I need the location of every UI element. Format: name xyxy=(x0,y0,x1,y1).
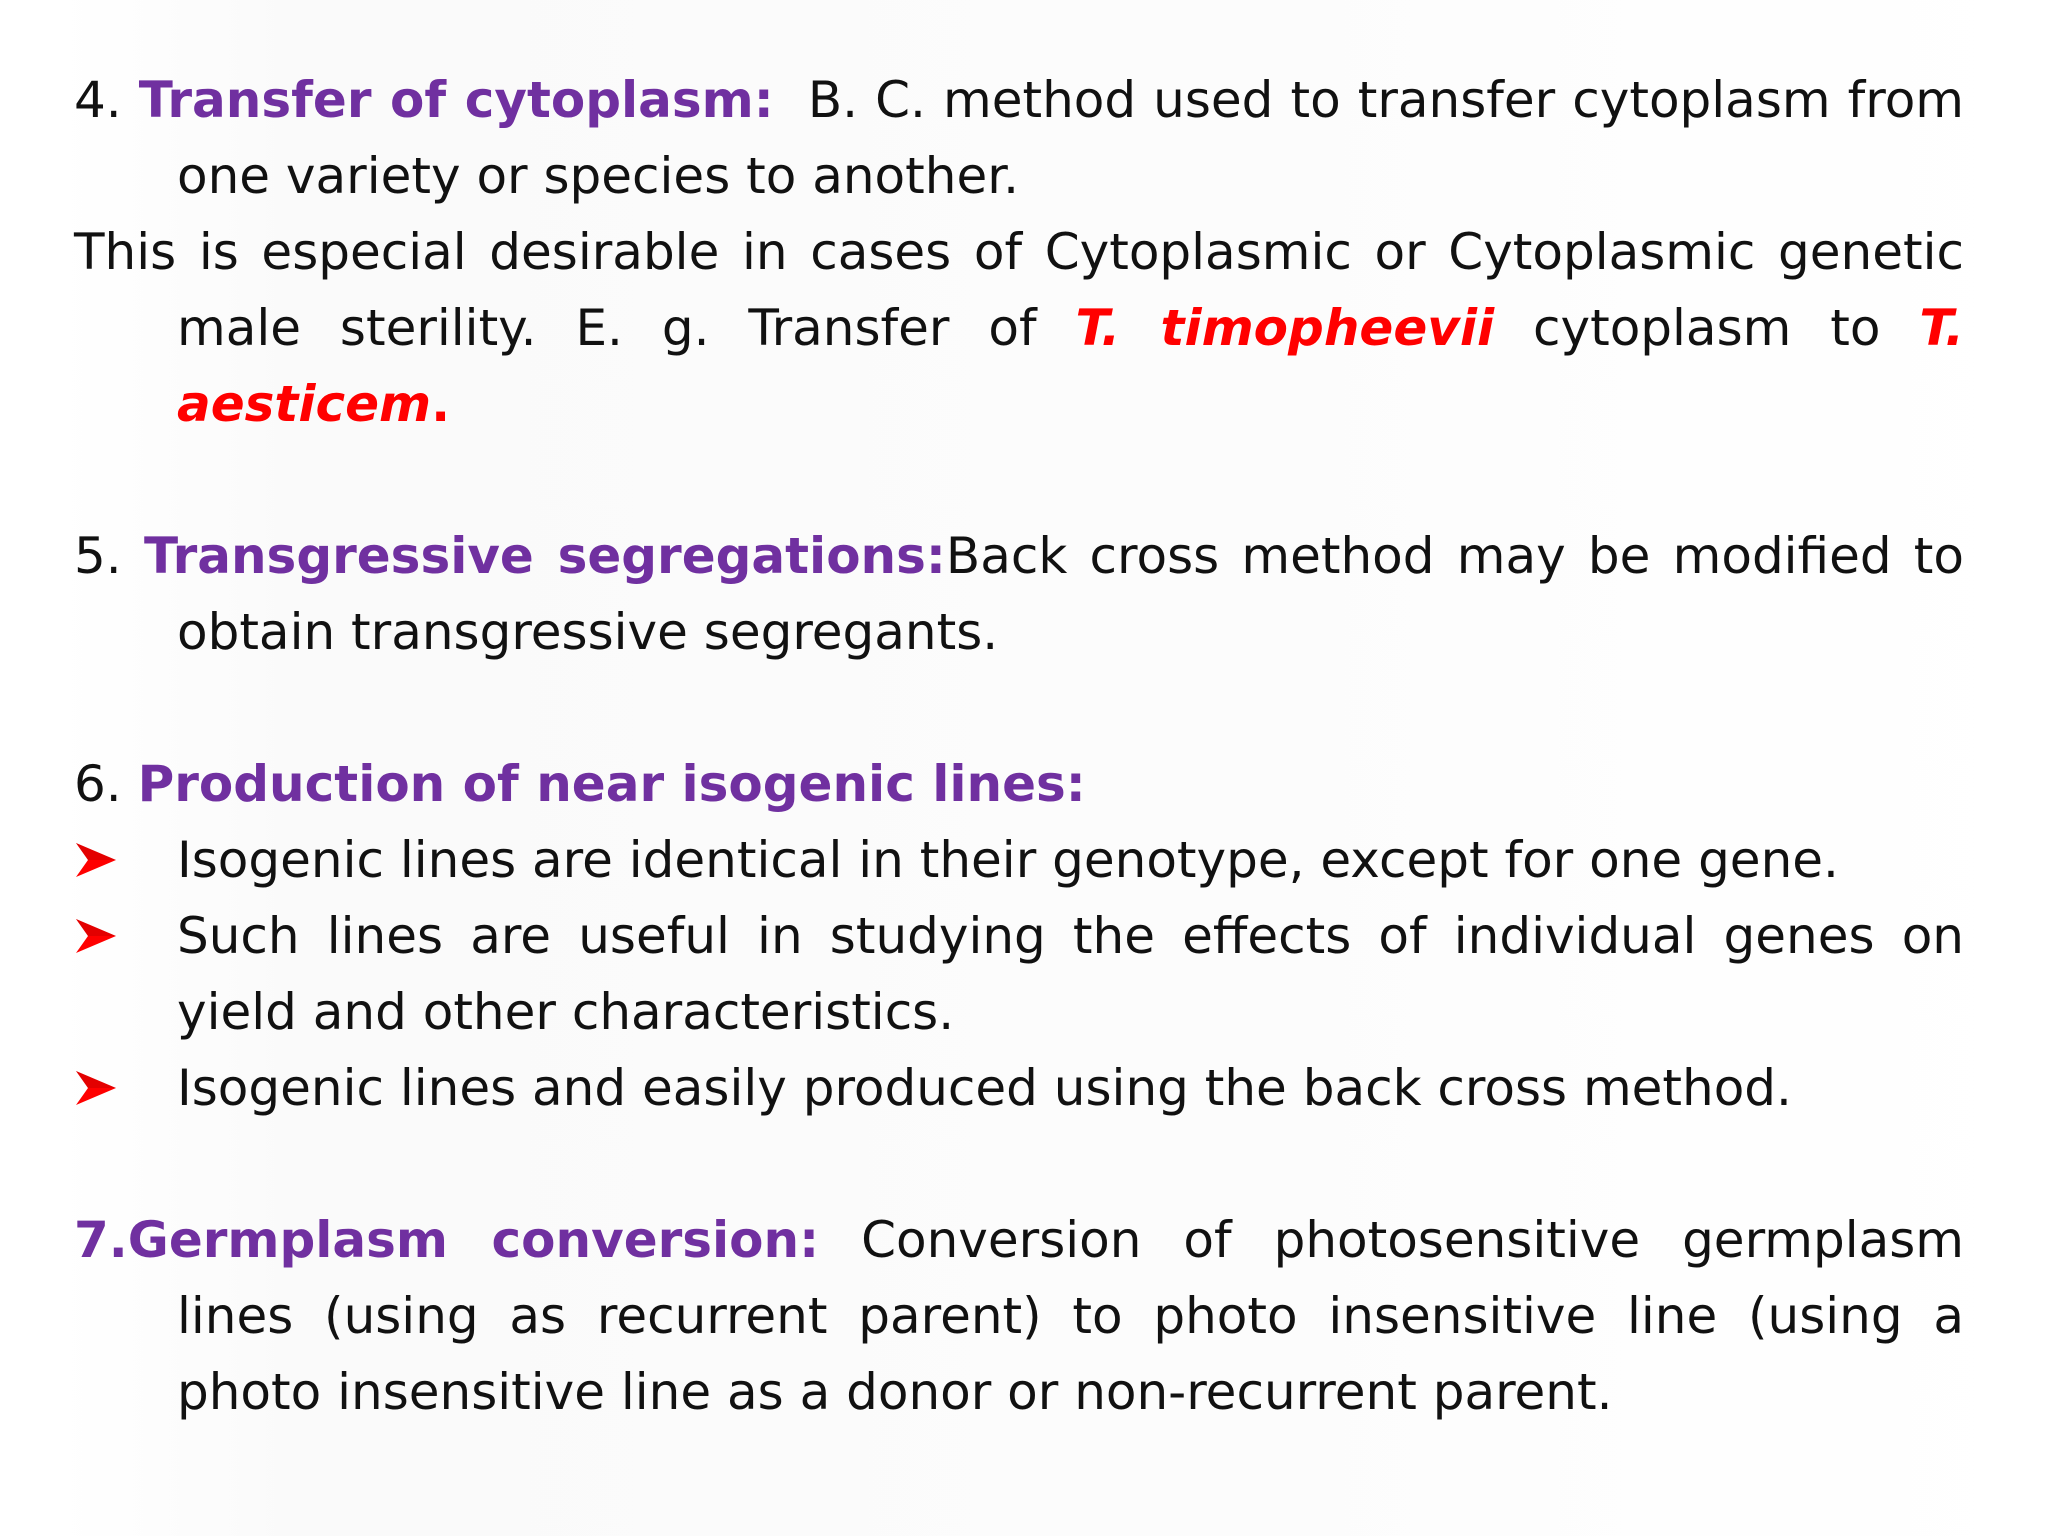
bullet-text: Such lines are useful in studying the effects of individual genes on yield and other characteristics. xyxy=(177,907,1964,1041)
species-name-timopheevii: T. timopheevii xyxy=(1075,299,1495,357)
bullet-item xyxy=(74,1050,1964,1126)
section-4 xyxy=(74,62,1964,214)
species-name-aesticem: T. aesticem xyxy=(177,299,1964,433)
section-4-detail-text: This is especial desirable in cases of Cytoplasmic or Cytoplasmic genetic male sterility. E. g. Transfer of xyxy=(74,223,1964,357)
section-5 xyxy=(74,518,1964,670)
bullet-item xyxy=(74,898,1964,1050)
section-7 xyxy=(74,1202,1964,1430)
bullet-text: Isogenic lines and easily produced using the back cross method. xyxy=(177,1059,1792,1117)
section-5-text: Back cross method may be modified to obtain transgressive segregants. xyxy=(177,527,1964,661)
section-4-detail-end: . xyxy=(431,375,451,433)
spacer xyxy=(74,670,1964,746)
section-7-heading: 7.Germplasm conversion: xyxy=(74,1211,820,1269)
section-6-heading: Production of near isogenic lines: xyxy=(137,755,1086,813)
spacer xyxy=(74,442,1964,518)
section-4-detail xyxy=(74,214,1964,442)
spacer xyxy=(74,1126,1964,1202)
section-7-text: Conversion of photosensitive germplasm lines (using as recurrent parent) to photo insensitive line (using a photo insensitive line as a donor or non-recurrent parent. xyxy=(177,1211,1964,1421)
bullet-text: Isogenic lines are identical in their genotype, except for one gene. xyxy=(177,831,1839,889)
section-4-detail-middle: cytoplasm to xyxy=(1494,299,1920,357)
section-6 xyxy=(74,746,1964,822)
section-5-heading: Transgressive segregations: xyxy=(143,527,946,585)
section-4-heading: Transfer of cytoplasm: xyxy=(138,71,774,129)
section-6-number: 6. xyxy=(74,755,138,813)
slide-content xyxy=(74,62,1964,1430)
section-5-number: 5. xyxy=(74,527,144,585)
arrowhead-bullet-icon xyxy=(74,1050,134,1126)
arrowhead-bullet-icon xyxy=(74,898,134,974)
section-4-number: 4. xyxy=(74,71,139,129)
arrowhead-bullet-icon xyxy=(74,822,134,898)
bullet-item xyxy=(74,822,1964,898)
section-4-text: B. C. method used to transfer cytoplasm from one variety or species to another. xyxy=(177,71,1964,205)
